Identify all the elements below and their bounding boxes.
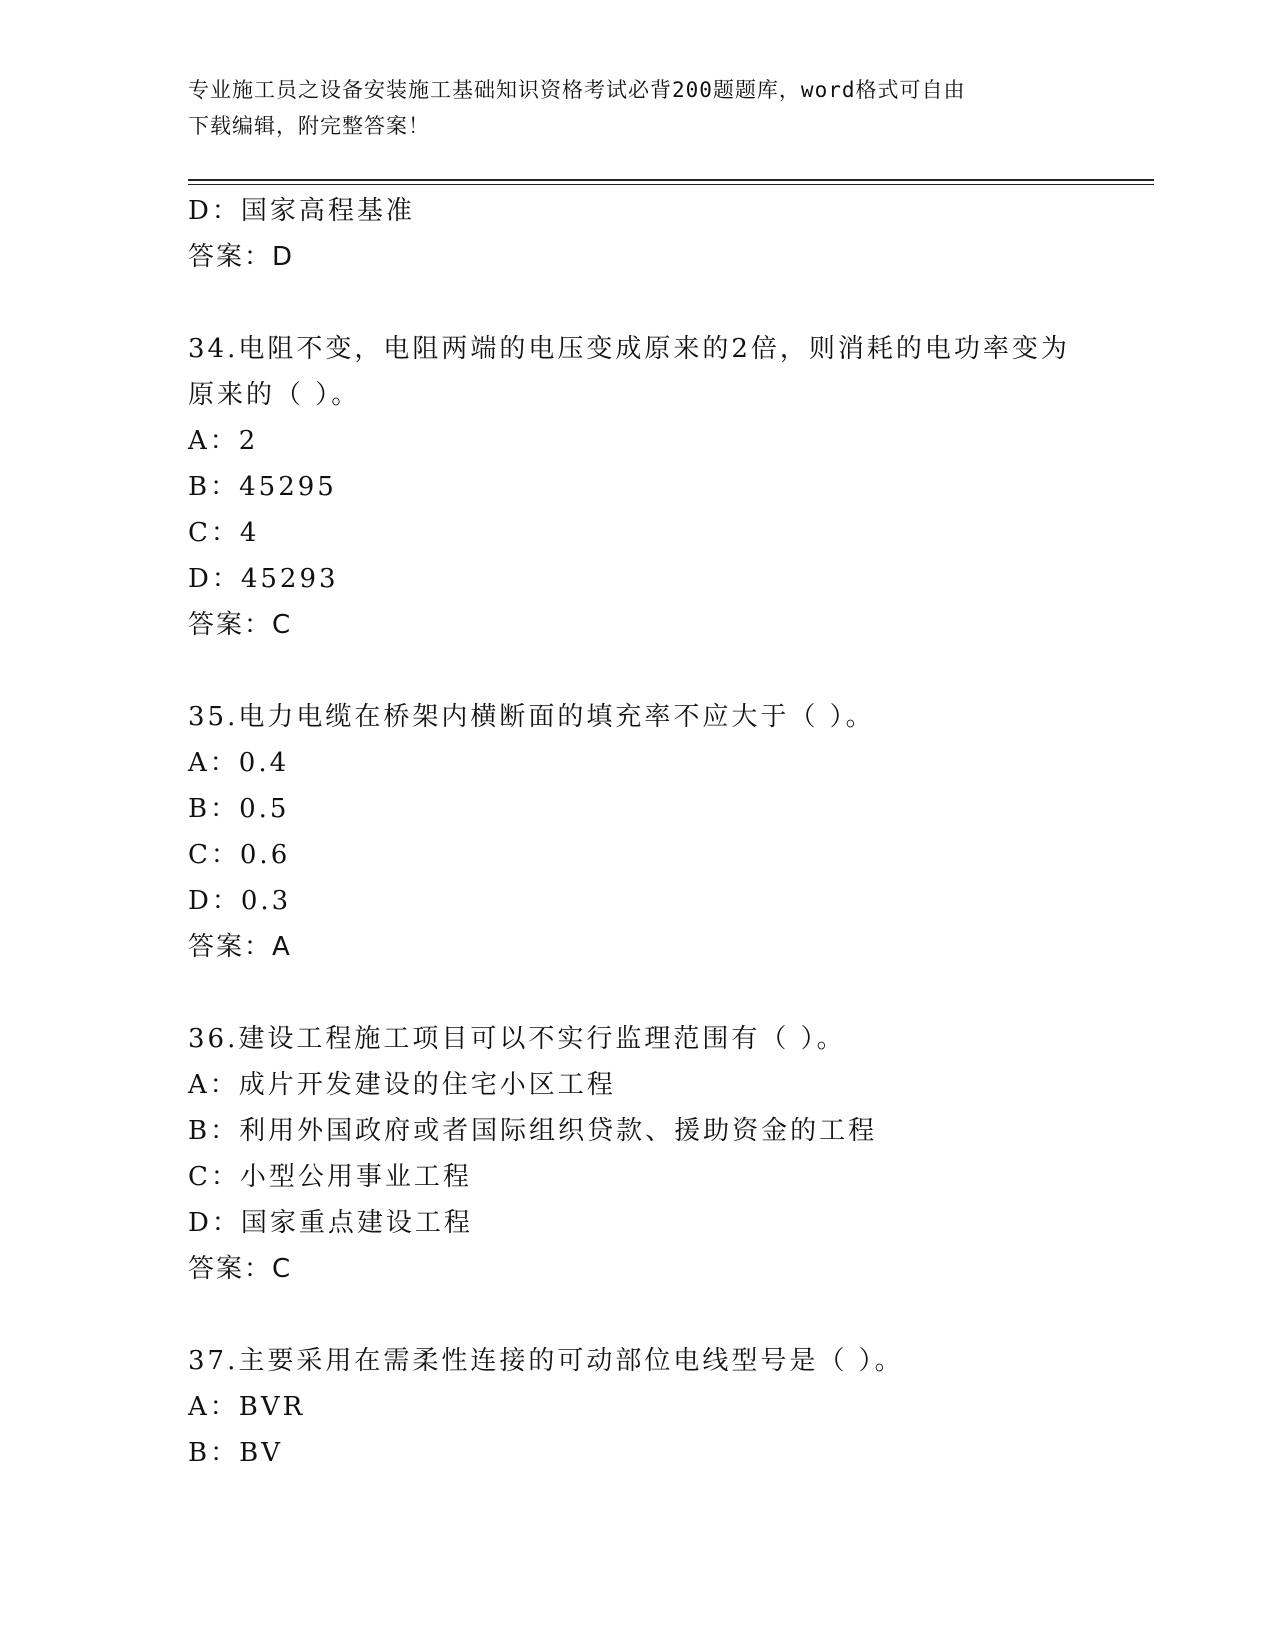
question-list [188,188,1088,1476]
header-rule-thin [188,184,1154,185]
question-34 [188,326,1088,648]
q34-option-c: C：4 [188,518,260,548]
header-rule-thick [188,179,1154,181]
q35-stem: 35.电力电缆在桥架内横断面的填充率不应大于（ ）。 [188,702,875,732]
header-line-2: 下载编辑，附完整答案！ [188,114,430,138]
spacer [188,970,1088,1016]
q36-answer: 答案：C [188,1254,293,1284]
q35-option-d: D：0.3 [188,886,292,916]
spacer [188,1292,1088,1338]
header-line-1: 专业施工员之设备安装施工基础知识资格考试必背200题题库，word格式可自由 [188,78,966,102]
q33-answer: 答案：D [188,242,295,272]
q34-stem-line-1: 34.电阻不变，电阻两端的电压变成原来的2倍，则消耗的电功率变为 [188,334,1070,364]
q35-option-c: C：0.6 [188,840,291,870]
question-35 [188,694,1088,970]
q36-stem: 36.建设工程施工项目可以不实行监理范围有（ ）。 [188,1024,846,1054]
q36-option-c: C：小型公用事业工程 [188,1162,472,1192]
q34-option-b: B：45295 [188,472,337,502]
q34-option-d: D：45293 [188,564,339,594]
q34-stem-line-2: 原来的（ ）。 [188,380,361,410]
q35-option-b: B：0.5 [188,794,290,824]
question-36 [188,1016,1088,1292]
q36-option-b: B：利用外国政府或者国际组织贷款、援助资金的工程 [188,1116,878,1146]
question-37 [188,1338,1088,1476]
q37-option-b: B：BV [188,1438,283,1468]
page-header [188,72,1068,144]
q33-option-d: D：国家高程基准 [188,196,415,226]
q35-answer: 答案：A [188,932,292,962]
q37-stem: 37.主要采用在需柔性连接的可动部位电线型号是（ ）。 [188,1346,904,1376]
q34-option-a: A：2 [188,426,259,456]
q34-answer: 答案：C [188,610,293,640]
q36-option-a: A：成片开发建设的住宅小区工程 [188,1070,616,1100]
q35-option-a: A：0.4 [188,748,290,778]
q37-option-a: A：BVR [188,1392,306,1422]
spacer [188,648,1088,694]
q36-option-d: D：国家重点建设工程 [188,1208,473,1238]
spacer [188,280,1088,326]
